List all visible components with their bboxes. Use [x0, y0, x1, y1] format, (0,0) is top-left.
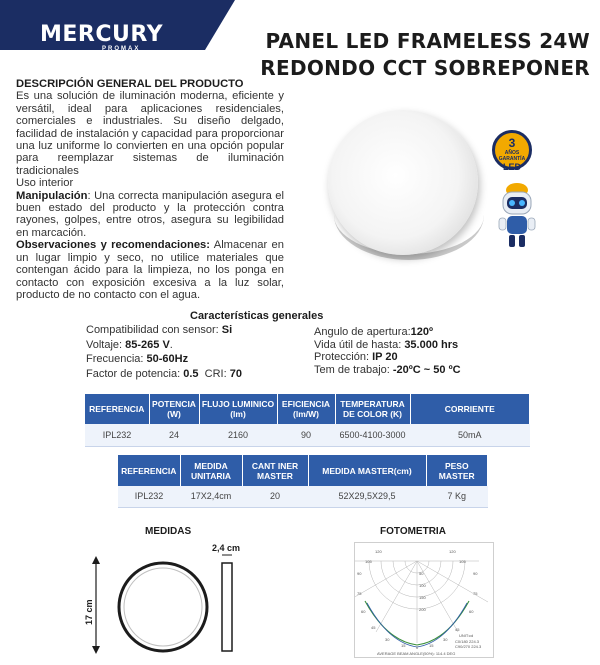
spec-voltage: Voltaje: 85-265 V. — [86, 338, 173, 351]
photometry-chart — [354, 542, 494, 658]
characteristics-right — [314, 326, 461, 376]
warranty-led: LED — [503, 162, 521, 172]
photometry-title: FOTOMETRIA — [380, 526, 446, 537]
title-line-1: PANEL LED FRAMELESS 24W — [265, 29, 590, 53]
table-header: EFICIENCIA (lm/W) — [277, 394, 335, 424]
table-header: FLUJO LUMINICO (lm) — [199, 394, 277, 424]
table-cell: 7 Kg — [426, 486, 488, 507]
radial-label: 50 — [419, 571, 424, 576]
table-header: REFERENCIA — [118, 455, 180, 486]
table-header: POTENCIA (W) — [149, 394, 199, 424]
polar-diagram — [355, 543, 493, 657]
legend-c0: C0/180 224.3 — [455, 639, 480, 644]
table-cell: 6500-4100-3000 — [335, 424, 410, 446]
angle-label: 75 — [357, 591, 362, 596]
panel-side-view — [222, 563, 232, 651]
warranty-text: AÑOS GARANTÍA — [498, 150, 526, 162]
product-description — [16, 78, 284, 301]
description-heading: DESCRIPCIÓN GENERAL DEL PRODUCTO — [16, 78, 244, 90]
table-header: PESO MASTER — [426, 455, 488, 486]
characteristics-title: Características generales — [190, 310, 324, 322]
table-cell: 2160 — [199, 424, 277, 446]
title-line-2: REDONDO CCT SOBREPONER — [260, 56, 590, 80]
product-title — [230, 28, 590, 82]
radial-label: 100 — [419, 583, 426, 588]
angle-label: 30 — [443, 637, 448, 642]
table-header: CORRIENTE — [410, 394, 530, 424]
table-cell: 17X2,4cm — [180, 486, 242, 507]
table-header: TEMPERATURA DE COLOR (K) — [335, 394, 410, 424]
handling-paragraph — [16, 190, 284, 240]
table-header: MEDIDA MASTER(cm) — [308, 455, 426, 486]
angle-label: 75 — [473, 591, 478, 596]
product-image — [320, 110, 490, 265]
table-cell: 50mA — [410, 424, 530, 446]
table-row — [118, 486, 488, 507]
packaging-table — [118, 455, 488, 508]
spec-beam-angle: Angulo de apertura:120º — [314, 326, 434, 338]
header — [0, 0, 600, 80]
table-cell: 52X29,5X29,5 — [308, 486, 426, 507]
table-header-row — [85, 394, 530, 424]
dimensions-drawing — [88, 550, 258, 660]
observations-label: Observaciones y recomendaciones: — [16, 239, 210, 252]
description-body: Es una solución de iluminación moderna, eficiente y versátil, ideal para aplicaciones residenciales, comerciales e industriales. Su diseño delgado, facilidad de instalación y capacidad para proporcionar una luz uniforme lo convierten en una opción popular para reemplazar sistemas de iluminación tradicionales — [16, 90, 284, 177]
angle-label: 0 — [416, 645, 419, 650]
electrical-specs-table — [85, 394, 530, 447]
handling-text: : Una correcta manipulación asegura el buen estado del producto y la protección contra rayones, golpes, entre otros, asegura su legibilidad en marcación. — [16, 189, 284, 239]
angle-label: 90 — [357, 571, 362, 576]
angle-label: 15 — [429, 643, 434, 648]
unit-label: UNIT:cd — [459, 633, 474, 638]
warranty-years: 3 — [508, 136, 516, 150]
angle-label: 45 — [455, 627, 460, 632]
table-header: REFERENCIA — [85, 394, 149, 424]
table-header: MEDIDA UNITARIA — [180, 455, 242, 486]
angle-label: 105 — [365, 559, 372, 564]
table-cell: 90 — [277, 424, 335, 446]
angle-label: 15 — [401, 643, 406, 648]
mercury-logo: MERCURY — [40, 22, 164, 47]
table-cell: 24 — [149, 424, 199, 446]
radial-label: 200 — [419, 607, 426, 612]
angle-label: 120 — [375, 549, 382, 554]
characteristics-left — [86, 323, 242, 381]
arrow-down-icon — [92, 646, 100, 654]
depth-label: 2,4 cm — [212, 543, 241, 553]
angle-label: 60 — [361, 609, 366, 614]
table-row — [85, 424, 530, 446]
radial-label: 150 — [419, 595, 426, 600]
angle-label: 120 — [449, 549, 456, 554]
table-cell: IPL232 — [118, 486, 180, 507]
measures-title: MEDIDAS — [145, 526, 192, 537]
height-label: 17 cm — [84, 599, 94, 625]
robot-mascot-icon — [497, 180, 537, 250]
arrow-up-icon — [92, 556, 100, 564]
usage-note: Uso interior — [16, 177, 74, 190]
spec-working-temp: Tem de trabajo: -20ºC ~ 50 ºC — [314, 363, 461, 376]
spec-power-factor: Factor de potencia: 0.5 CRI: 70 — [86, 367, 242, 380]
spec-frequency: Frecuencia: 50-60Hz — [86, 353, 189, 365]
table-header-row — [118, 455, 488, 486]
handling-label: Manipulación — [16, 189, 88, 202]
angle-label: 30 — [385, 637, 390, 642]
angle-label: 105 — [459, 559, 466, 564]
table-cell: 20 — [242, 486, 308, 507]
legend-c90: C90/270 224.3 — [455, 644, 482, 649]
logo-subtitle: PROMAX — [102, 46, 141, 52]
table-header: CANT INER MASTER — [242, 455, 308, 486]
warranty-badge — [492, 130, 532, 170]
panel-front-view — [119, 563, 207, 651]
panel-disc — [328, 110, 478, 255]
observations-paragraph — [16, 239, 284, 301]
spec-lifetime: Vida útil de hasta: 35.000 hrs — [314, 338, 459, 351]
photometry-footer: AVERAGE BEAM ANGLE(50%): 114.4 DEG — [377, 651, 456, 656]
angle-label: 60 — [469, 609, 474, 614]
table-cell: IPL232 — [85, 424, 149, 446]
angle-label: 45 — [371, 625, 376, 630]
observations-text: Almacenar en un lugar limpio y seco, no utilice materiales que contengan ácido para la limpieza, no los ponga en contacto con exposición excesiva a la luz solar, producto de no contacto con el agua. — [16, 239, 284, 301]
angle-label: 90 — [473, 571, 478, 576]
spec-sensor: Compatibilidad con sensor: Si — [86, 324, 233, 336]
spec-protection: Protección: IP 20 — [314, 351, 398, 363]
